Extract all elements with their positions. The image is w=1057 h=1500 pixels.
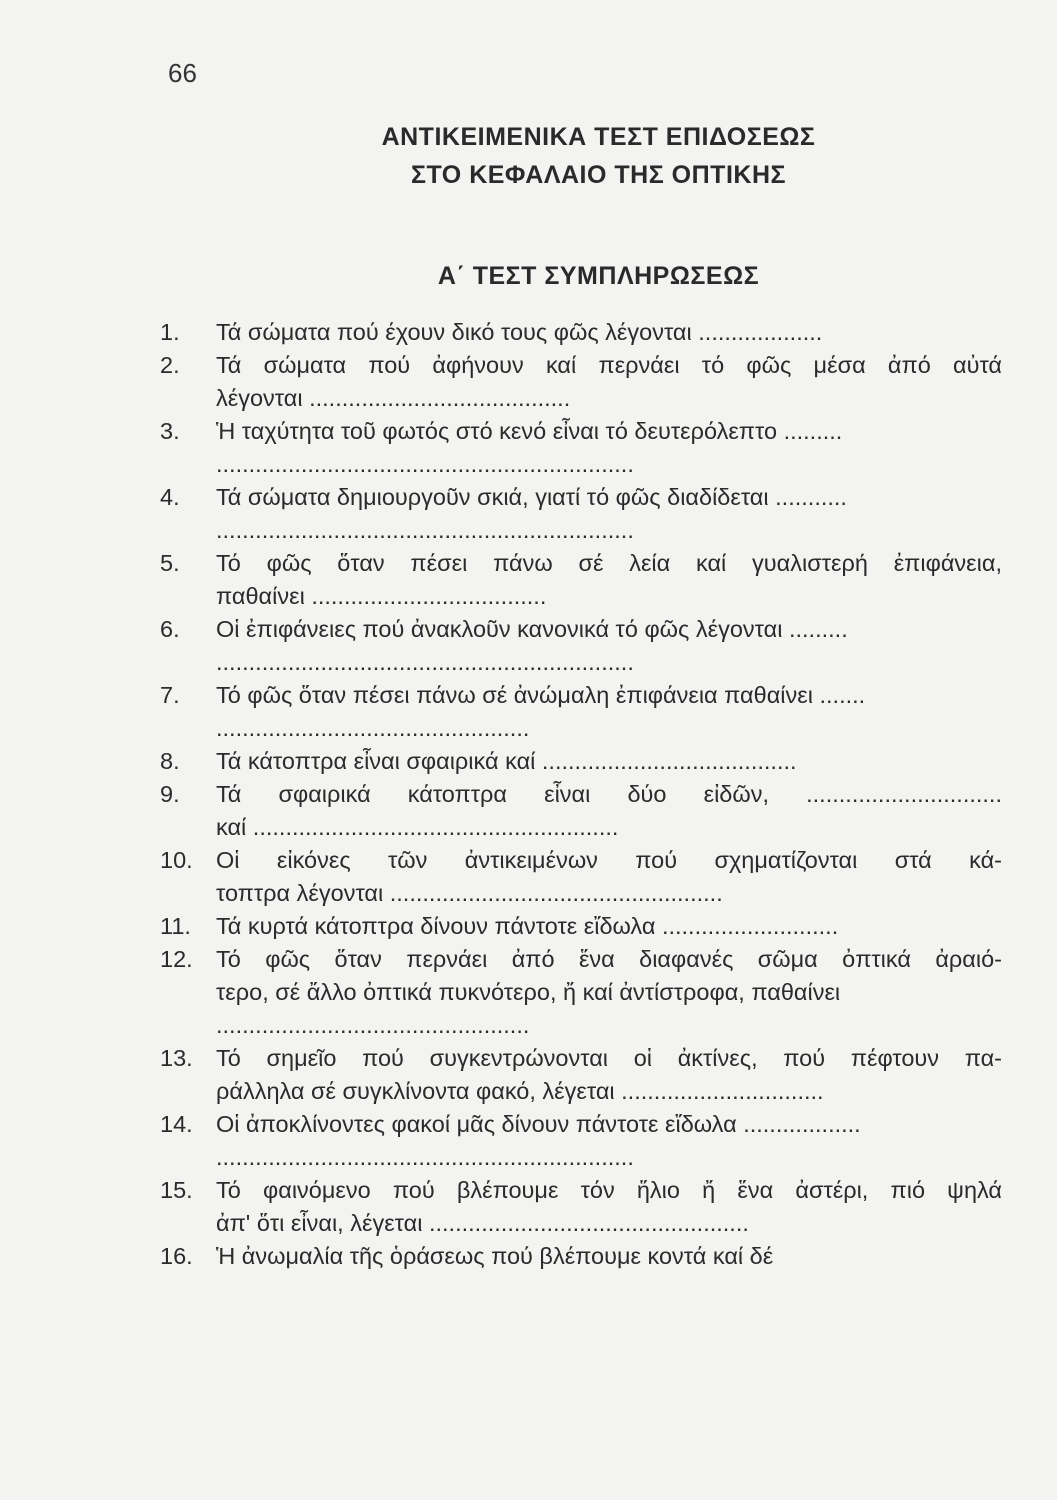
question-line: ἀπ' ὅτι εἶναι, λέγεται ................................................. (216, 1210, 749, 1236)
question-line: Τό φαινόμενο πού βλέπουμε τόν ἥλιο ἤ ἕνα ἀστέρι, πιό ψηλά (216, 1177, 1002, 1203)
question-text (216, 1042, 1002, 1108)
question-line: Τό φῶς ὅταν πέσει πάνω σέ λεία καί γυαλιστερή ἐπιφάνεια, (216, 550, 1002, 576)
question-number: 2. (160, 352, 180, 378)
question-line: ................................................................ (216, 1144, 634, 1170)
question-number: 1. (160, 319, 180, 345)
question-item (160, 679, 1002, 745)
question-text (216, 316, 1002, 349)
question-line: Τά σώματα πού έχουν δικό τους φῶς λέγονται ................... (216, 319, 823, 345)
question-item (160, 1174, 1002, 1240)
question-line: παθαίνει .................................... (216, 583, 547, 609)
question-line: Ἡ ἀνωμαλία τῆς ὁράσεως πού βλέπουμε κοντά καί δέ (216, 1243, 774, 1269)
question-number: 9. (160, 781, 180, 807)
question-item (160, 547, 1002, 613)
question-number: 16. (160, 1243, 193, 1269)
question-number: 14. (160, 1111, 193, 1137)
question-text (216, 1108, 1002, 1174)
question-line: Τά σφαιρικά κάτοπτρα εἶναι δύο εἰδῶν, .............................. (216, 781, 1002, 807)
question-number: 10. (160, 847, 193, 873)
question-item (160, 745, 1002, 778)
question-line: Οἱ εἰκόνες τῶν ἀντικειμένων πού σχηματίζονται στά κά- (216, 847, 1002, 873)
question-item (160, 778, 1002, 844)
title-line-1: ΑΝΤΙΚΕΙΜΕΝΙΚΑ ΤΕΣΤ ΕΠΙΔΟΣΕΩΣ (381, 123, 816, 151)
question-line: ράλληλα σέ συγκλίνοντα φακό, λέγεται ............................... (216, 1078, 824, 1104)
question-text (216, 943, 1002, 1042)
question-number: 8. (160, 748, 180, 774)
question-text (216, 745, 1002, 778)
question-item (160, 844, 1002, 910)
question-line: Τά σώματα πού ἀφήνουν καί περνάει τό φῶς μέσα ἀπό αὐτά (216, 352, 1002, 378)
section-subtitle: Α΄ ΤΕΣΤ ΣΥΜΠΛΗΡΩΣΕΩΣ (437, 262, 760, 290)
question-item (160, 481, 1002, 547)
question-line: ................................................................ (216, 451, 634, 477)
question-line: ................................................ (216, 1012, 530, 1038)
question-number: 12. (160, 946, 193, 972)
question-item (160, 1108, 1002, 1174)
question-text (216, 481, 1002, 547)
question-item (160, 415, 1002, 481)
question-text (216, 415, 1002, 481)
question-line: ................................................................ (216, 517, 634, 543)
question-text (216, 910, 1002, 943)
question-number: 7. (160, 682, 180, 708)
question-line: τοπτρα λέγονται ................................................... (216, 880, 723, 906)
question-line: λέγονται ........................................ (216, 385, 571, 411)
question-line: ................................................................ (216, 649, 634, 675)
question-line: Τά σώματα δημιουργοῦν σκιά, γιατί τό φῶς διαδίδεται ........... (216, 484, 847, 510)
question-line: Ἡ ταχύτητα τοῦ φωτός στό κενό εἶναι τό δευτερόλεπτο ......... (216, 418, 843, 444)
question-line: Οἱ ἀποκλίνοντες φακοί μᾶς δίνουν πάντοτε εἴδωλα .................. (216, 1111, 861, 1137)
question-text (216, 1174, 1002, 1240)
question-item (160, 943, 1002, 1042)
question-number: 3. (160, 418, 180, 444)
question-text (216, 778, 1002, 844)
page-title (0, 118, 1057, 194)
question-item (160, 316, 1002, 349)
question-number: 5. (160, 550, 180, 576)
question-item (160, 910, 1002, 943)
question-item (160, 613, 1002, 679)
question-line: ................................................ (216, 715, 530, 741)
question-line: Τό σημεῖο πού συγκεντρώνονται οἱ ἀκτίνες, πού πέφτουν πα- (216, 1045, 1002, 1071)
question-text (216, 547, 1002, 613)
question-line: Τά κυρτά κάτοπτρα δίνουν πάντοτε εἴδωλα ........................... (216, 913, 839, 939)
question-line: καί ........................................................ (216, 814, 619, 840)
page-number: 66 (168, 58, 197, 88)
question-number: 6. (160, 616, 180, 642)
question-text (216, 349, 1002, 415)
question-line: Τό φῶς ὅταν πέσει πάνω σέ ἀνώμαλη ἐπιφάνεια παθαίνει ....... (216, 682, 866, 708)
question-list (160, 316, 1002, 1273)
question-number: 13. (160, 1045, 193, 1071)
question-item (160, 1240, 1002, 1273)
question-line: Οἱ ἐπιφάνειες πού ἀνακλοῦν κανονικά τό φῶς λέγονται ......... (216, 616, 848, 642)
question-text (216, 613, 1002, 679)
question-item (160, 1042, 1002, 1108)
question-number: 15. (160, 1177, 193, 1203)
question-number: 11. (160, 913, 191, 939)
question-line: τερο, σέ ἄλλο ὀπτικά πυκνότερο, ἤ καί ἀντίστροφα, παθαίνει (216, 979, 841, 1005)
question-text (216, 1240, 1002, 1273)
question-line: Τό φῶς ὅταν περνάει ἀπό ἕνα διαφανές σῶμα ὀπτικά ἀραιό- (216, 946, 1002, 972)
question-number: 4. (160, 484, 180, 510)
question-text (216, 679, 1002, 745)
question-item (160, 349, 1002, 415)
question-text (216, 844, 1002, 910)
title-line-2: ΣΤΟ ΚΕΦΑΛΑΙΟ ΤΗΣ ΟΠΤΙΚΗΣ (410, 161, 786, 189)
question-line: Τά κάτοπτρα εἶναι σφαιρικά καί ....................................... (216, 748, 797, 774)
